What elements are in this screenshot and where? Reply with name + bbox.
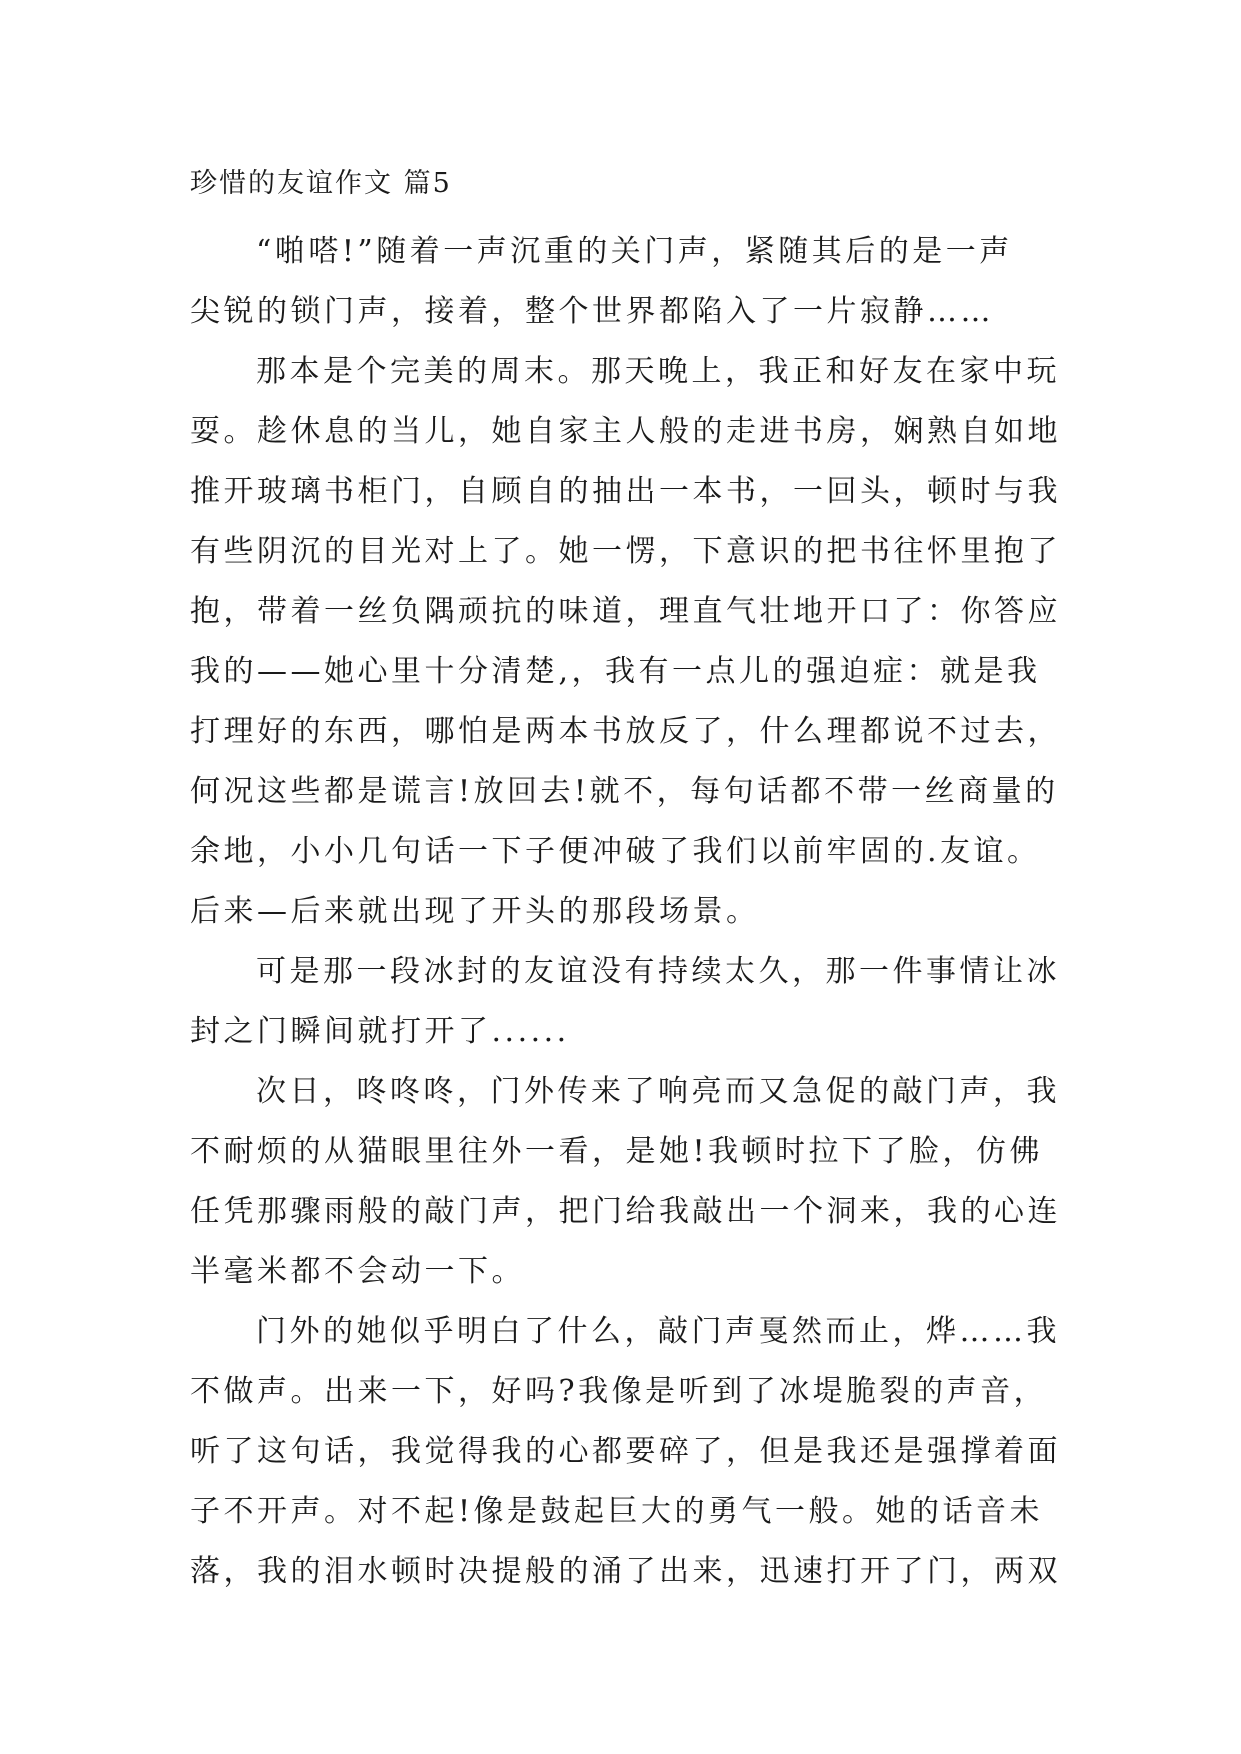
- paragraph-line: 不耐烦的从猫眼里往外一看，是她!我顿时拉下了脸，仿佛: [190, 1134, 1044, 1169]
- paragraph-line: 半毫米都不会动一下。: [190, 1254, 525, 1289]
- paragraph-line: 落，我的泪水顿时决提般的涌了出来，迅速打开了门，两双: [190, 1554, 1061, 1589]
- paragraph-line: 余地，小小几句话一下子便冲破了我们以前牢固的.友谊。: [190, 834, 1041, 869]
- paragraph-line: “啪嗒!”随着一声沉重的关门声，紧随其后的是一声: [256, 234, 1013, 269]
- paragraph-line: 封之门瞬间就打开了......: [190, 1014, 570, 1049]
- paragraph-line: 不做声。出来一下，好吗?我像是听到了冰堤脆裂的声音，: [190, 1374, 1048, 1409]
- paragraph-line: 尖锐的锁门声，接着，整个世界都陷入了一片寂静……: [190, 294, 994, 329]
- paragraph-line: 何况这些都是谎言!放回去!就不，每句话都不带一丝商量的: [190, 774, 1059, 809]
- paragraph-line: 可是那一段冰封的友谊没有持续太久，那一件事情让冰: [256, 954, 1060, 989]
- paragraph-line: 门外的她似乎明白了什么，敲门声戛然而止，烨……我: [256, 1314, 1060, 1349]
- paragraph-line: 次日，咚咚咚，门外传来了响亮而又急促的敲门声，我: [256, 1074, 1060, 1109]
- paragraph-line: 抱，带着一丝负隅顽抗的味道，理直气壮地开口了：你答应: [190, 594, 1061, 629]
- paragraph-line: 子不开声。对不起!像是鼓起巨大的勇气一般。她的话音未: [190, 1494, 1044, 1529]
- paragraph-line: 任凭那骤雨般的敲门声，把门给我敲出一个洞来，我的心连: [190, 1194, 1061, 1229]
- paragraph-line: 我的——她心里十分清楚,，我有一点儿的强迫症：就是我: [190, 654, 1041, 689]
- paragraph-line: 耍。趁休息的当儿，她自家主人般的走进书房，娴熟自如地: [190, 414, 1061, 449]
- paragraph-line: 打理好的东西，哪怕是两本书放反了，什么理都说不过去，: [190, 714, 1061, 749]
- paragraph-line: 有些阴沉的目光对上了。她一愣，下意识的把书往怀里抱了: [190, 534, 1061, 569]
- document-title: 珍惜的友谊作文 篇5: [190, 168, 452, 199]
- paragraph-line: 听了这句话，我觉得我的心都要碎了，但是我还是强撑着面: [190, 1434, 1061, 1469]
- paragraph-line: 推开玻璃书柜门，自顾自的抽出一本书，一回头，顿时与我: [190, 474, 1061, 509]
- paragraph-line: 那本是个完美的周末。那天晚上，我正和好友在家中玩: [256, 354, 1060, 389]
- document-body: [190, 222, 1060, 1602]
- paragraph-line: 后来—后来就出现了开头的那段场景。: [190, 894, 760, 929]
